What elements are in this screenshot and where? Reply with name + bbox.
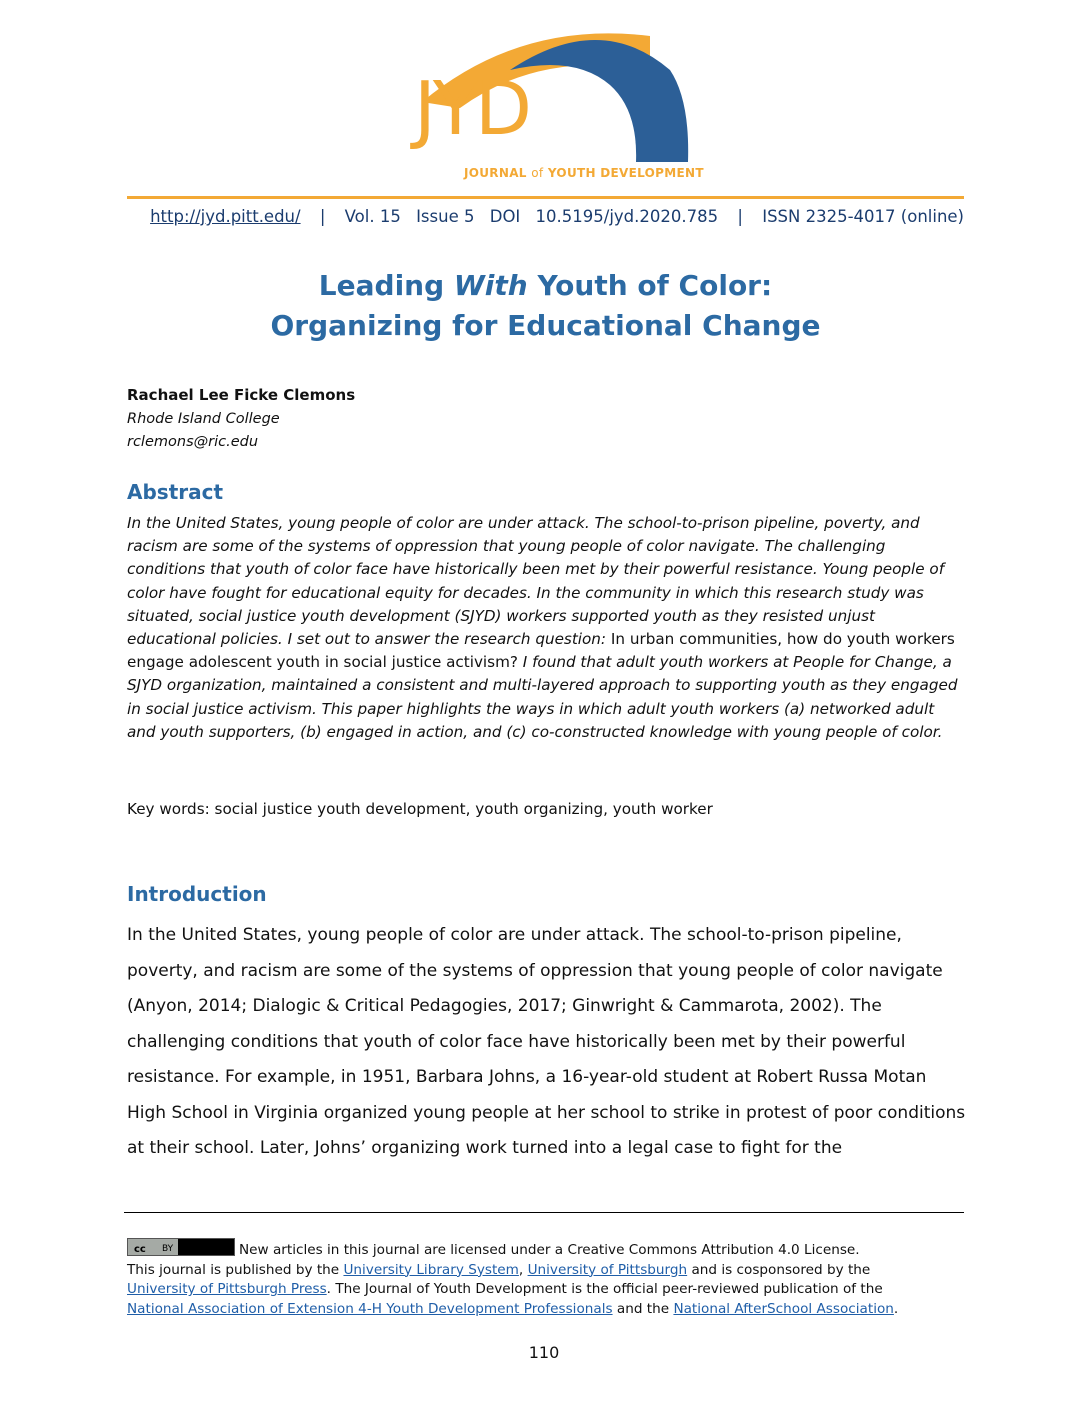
header-divider	[127, 196, 964, 199]
volume: Vol. 15	[344, 207, 401, 226]
journal-url-link[interactable]: http://jyd.pitt.edu/	[150, 207, 301, 226]
abstract-body: In the United States, young people of color are under attack. The school-to-prison pipeline, poverty, and racism are some of the systems of oppression that young people of color navigate. The challenging conditions that youth of color face have historically been met by their powerful resistance. Young people of color have fought for educational equity for decades. In the community in which this research study was situated, social justice youth development (SJYD) workers supported youth as they resisted unjust educational policies. I set out to answer the research question: In urban communities, how do youth workers engage adolescent youth in social justice activism? I found that adult youth workers at People for Change, a SJYD organization, maintained a consistent and multi-layered approach to supporting youth as they engaged in social justice activism. This paper highlights the ways in which adult youth workers (a) networked adult and youth supporters, (b) engaged in action, and (c) co-constructed knowledge with young people of color.	[127, 514, 958, 741]
nae4ha-link[interactable]: National Association of Extension 4-H Youth Development Professionals	[127, 1300, 613, 1317]
title-line-1: Leading With Youth of Color:	[318, 269, 773, 302]
title-line-2: Organizing for Educational Change	[270, 309, 821, 342]
journal-meta-line: http://jyd.pitt.edu/ | Vol. 15 Issue 5 DOI 10.5195/jyd.2020.785 | ISSN 2325-4017 (online)	[150, 207, 964, 226]
author-email: rclemons@ric.edu	[127, 434, 259, 450]
research-question: In urban communities, how do youth workers engage adolescent youth in social justice activism?	[127, 630, 955, 672]
license-footer: cc BY New articles in this journal are licensed under a Creative Commons Attribution 4.0 License. This journal is published by the University Library System, University of Pittsburgh and is cosponsored by the University of Pittsburgh Press. The Journal of Youth Development is the official peer-reviewed publication of the National Association of Extension 4-H Youth Development Professionals and the National AfterSchool Association.	[127, 1238, 967, 1319]
author-name: Rachael Lee Ficke Clemons	[127, 386, 356, 404]
pitt-press-link[interactable]: University of Pittsburgh Press	[127, 1281, 327, 1297]
introduction-heading: Introduction	[127, 882, 267, 906]
doi: 10.5195/jyd.2020.785	[535, 207, 719, 226]
doi-label: DOI	[489, 207, 521, 226]
author-affiliation: Rhode Island College	[127, 411, 280, 427]
journal-logo	[400, 30, 704, 190]
page-number: 110	[528, 1343, 560, 1362]
logo-subtitle: JOURNAL of YOUTH DEVELOPMENT	[464, 166, 704, 180]
abstract-heading: Abstract	[127, 480, 224, 504]
license-text: New articles in this journal are licensed under a Creative Commons Attribution 4.0 License.	[239, 1242, 860, 1258]
issue: Issue 5	[416, 207, 475, 226]
issn: ISSN 2325-4017 (online)	[762, 207, 964, 226]
footnote-divider	[124, 1212, 964, 1213]
pitt-link[interactable]: University of Pittsburgh	[527, 1261, 688, 1278]
naa-link[interactable]: National AfterSchool Association	[673, 1300, 894, 1317]
logo-letters: JYD	[414, 66, 530, 152]
uls-link[interactable]: University Library System	[343, 1261, 519, 1278]
cc-by-license-icon[interactable]: cc BY	[127, 1238, 235, 1256]
keywords: Key words: social justice youth development, youth organizing, youth worker	[127, 800, 713, 818]
introduction-body: In the United States, young people of color are under attack. The school-to-prison pipeline, poverty, and racism are some of the systems of oppression that young people of color navigate (Anyon, 2014; Dialogic & Critical Pedagogies, 2017; Ginwright & Cammarota, 2002). The challenging conditions that youth of color face have historically been met by their powerful resistance. For example, in 1951, Barbara Johns, a 16-year-old student at Robert Russa Motan High School in Virginia organized young people at her school to strike in protest of poor conditions at their school. Later, Johns’ organizing work turned into a legal case to fight for the	[127, 925, 966, 1158]
article-title	[127, 266, 964, 346]
